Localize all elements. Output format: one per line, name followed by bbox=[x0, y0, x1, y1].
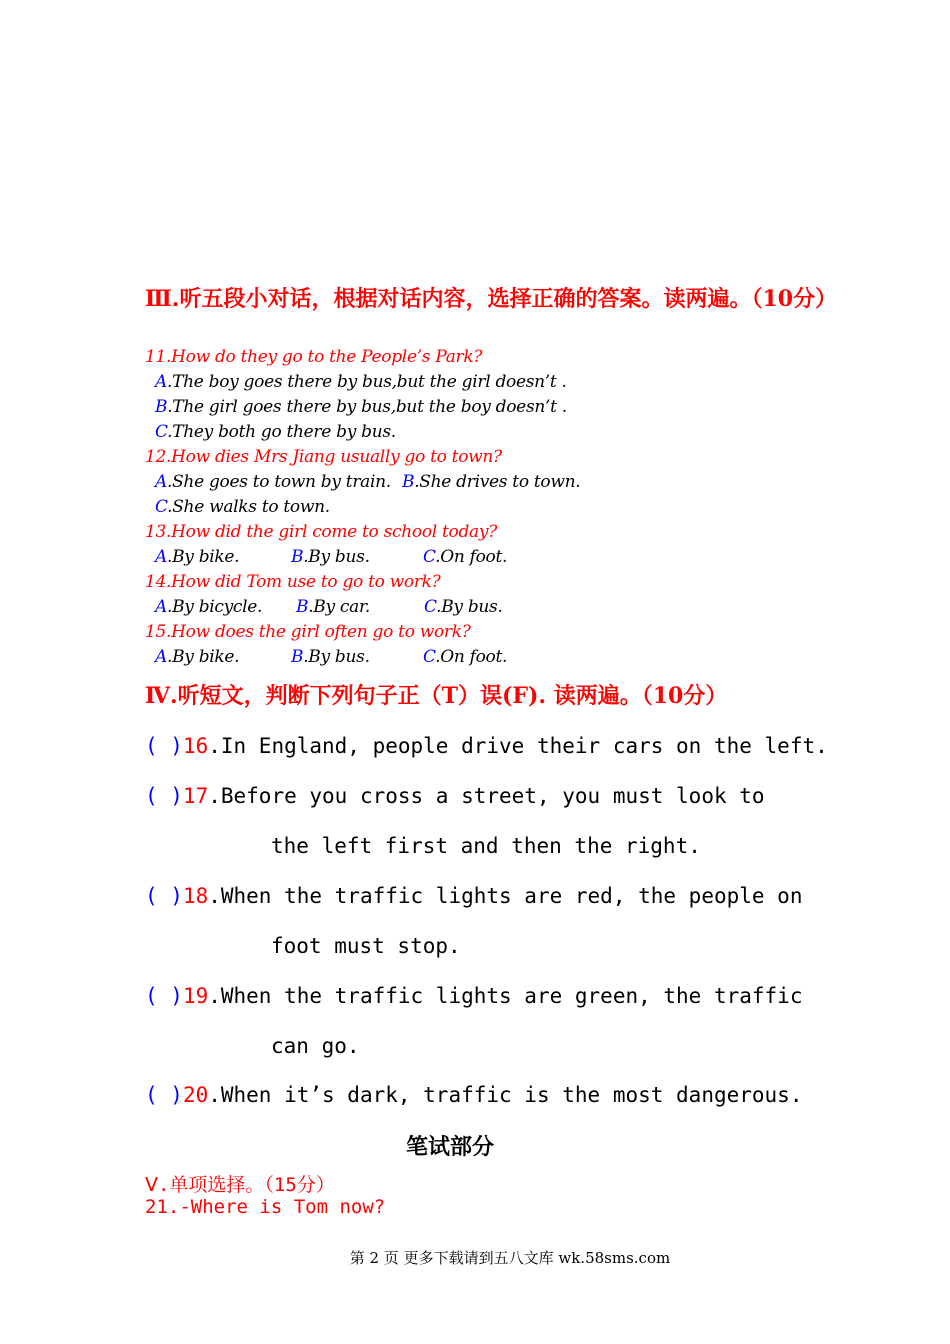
page-footer: 第 2 页 更多下载请到五八文库 wk.58sms.com bbox=[349, 1249, 671, 1267]
answer-blank[interactable]: ( ) bbox=[145, 1083, 183, 1107]
question-15: 15.How does the girl often go to work? bbox=[145, 622, 471, 642]
tf-item-18: ( )18.When the traffic lights are red, the people on bbox=[145, 884, 803, 908]
tf-item-17-cont: the left first and then the right. bbox=[271, 834, 701, 858]
question-12: 12.How dies Mrs Jiang usually go to town? bbox=[145, 447, 502, 467]
tf-item-18-cont: foot must stop. bbox=[271, 934, 461, 958]
section3-title: Ⅲ.听五段小对话，根据对话内容，选择正确的答案。读两遍。（10分） bbox=[145, 286, 838, 312]
answer-blank[interactable]: ( ) bbox=[145, 784, 183, 808]
question-11: 11.How do they go to the People’s Park? bbox=[145, 347, 483, 367]
question-13: 13.How did the girl come to school today? bbox=[145, 522, 498, 542]
tf-item-19-cont: can go. bbox=[271, 1034, 360, 1058]
tf-item-20: ( )20.When it’s dark, traffic is the most dangerous. bbox=[145, 1083, 803, 1107]
answer-blank[interactable]: ( ) bbox=[145, 734, 183, 758]
tf-item-16: ( )16.In England, people drive their cars on the left. bbox=[145, 734, 828, 758]
section5-title: Ⅴ.单项选择。（15分） bbox=[145, 1174, 335, 1196]
section4-title: Ⅳ.听短文，判断下列句子正（T）误(F). 读两遍。（10分） bbox=[145, 683, 728, 709]
tf-item-19: ( )19.When the traffic lights are green, the traffic bbox=[145, 984, 803, 1008]
answer-blank[interactable]: ( ) bbox=[145, 884, 183, 908]
written-part-title: 笔试部分 bbox=[405, 1134, 494, 1160]
answer-blank[interactable]: ( ) bbox=[145, 984, 183, 1008]
tf-item-17: ( )17.Before you cross a street, you must look to bbox=[145, 784, 765, 808]
question-14: 14.How did Tom use to go to work? bbox=[145, 572, 441, 592]
question-21: 21.-Where is Tom now? bbox=[145, 1196, 386, 1218]
document-page: Ⅲ.听五段小对话，根据对话内容，选择正确的答案。读两遍。（10分） 11.How do they go to the People’s Park? A.The boy goes there by bus,but the girl doesn’t . B.The girl goes there by bus,but the boy doesn’t . C.They both go there by bus. 12.How dies Mrs Jiang usually go to town? A.She goes to town by train. B.She drives to town. C.She walks to town. 13.How did the girl come to school today? A.By bike. B.By bus. C.On foot. 14.How did Tom use to go to work? A.By bicycle. B.By car. C.By bus. 15.How does the girl often go to work? A.By bike. B.By bus. C.On foot. Ⅳ.听短文，判断下列句子正（T）误(F). 读两遍。（10分） ( )16.In England, people drive their cars on the left. ( )17.Before you cross a street, you must look to the left first and then the right. ( )18.When the traffic lights are red, the people on foot must stop. ( )19.When the traffic lights are green, the traffic can go. ( )20.When it’s dark, traffic is the most dangerous. 笔试部分 Ⅴ.单项选择。（15分） 21.-Where is Tom now? 第 2 页 更多下载请到五八文库 wk.58sms.com bbox=[0, 0, 950, 1344]
